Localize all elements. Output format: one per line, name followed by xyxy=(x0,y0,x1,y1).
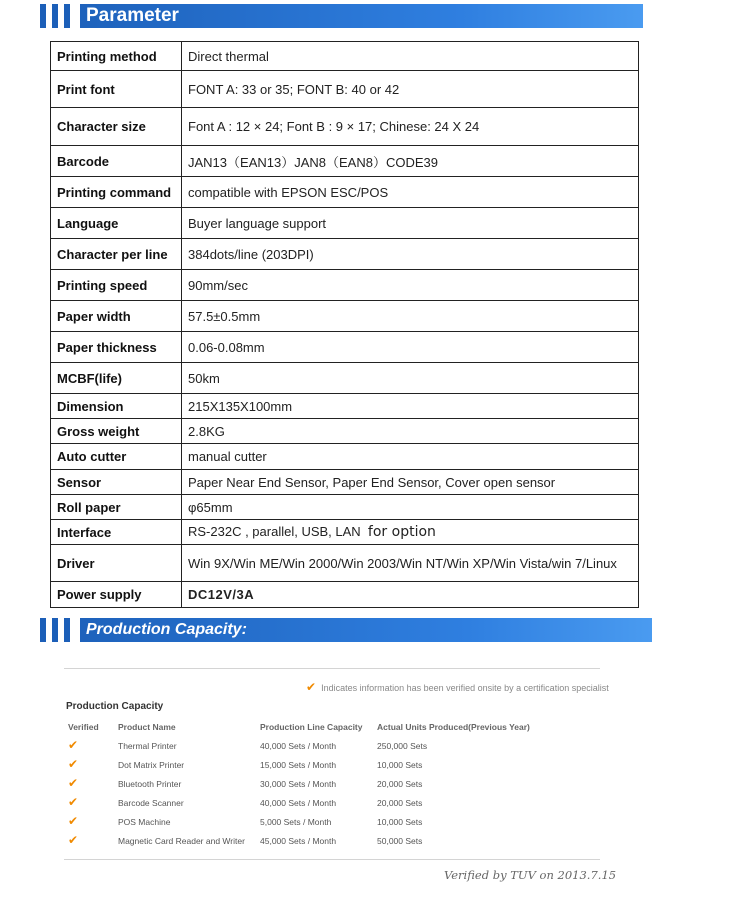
product-name: Thermal Printer xyxy=(118,741,177,751)
param-value: 2.8KG xyxy=(182,419,639,444)
capacity-row xyxy=(0,795,750,812)
table-row xyxy=(51,108,639,146)
capacity-table-header xyxy=(0,722,750,736)
capacity-row xyxy=(0,757,750,774)
table-row xyxy=(51,146,639,177)
param-label: Auto cutter xyxy=(51,444,182,470)
interface-value: RS-232C , parallel, USB, LAN xyxy=(188,524,361,539)
product-name: Bluetooth Printer xyxy=(118,779,182,789)
header-actual-units: Actual Units Produced(Previous Year) xyxy=(377,722,530,732)
param-value: compatible with EPSON ESC/POS xyxy=(182,177,639,208)
line-capacity: 30,000 Sets / Month xyxy=(260,779,337,789)
table-row xyxy=(51,520,639,545)
product-name: Barcode Scanner xyxy=(118,798,184,808)
param-value: 384dots/line (203DPI) xyxy=(182,239,639,270)
checkmark-icon: ✔ xyxy=(68,795,79,809)
param-label: Barcode xyxy=(51,146,182,177)
checkmark-icon: ✔ xyxy=(68,814,79,828)
checkmark-icon: ✔ xyxy=(68,776,79,790)
param-value: 215X135X100mm xyxy=(182,394,639,419)
param-value: 0.06-0.08mm xyxy=(182,332,639,363)
param-label: Dimension xyxy=(51,394,182,419)
param-label: Language xyxy=(51,208,182,239)
interface-option-note: for option xyxy=(367,524,436,540)
table-row xyxy=(51,208,639,239)
parameter-banner xyxy=(40,4,643,28)
line-capacity: 15,000 Sets / Month xyxy=(260,760,337,770)
capacity-row xyxy=(0,833,750,850)
line-capacity: 40,000 Sets / Month xyxy=(260,741,337,751)
actual-units: 10,000 Sets xyxy=(377,760,423,770)
param-label: Character per line xyxy=(51,239,182,270)
production-capacity-banner xyxy=(40,618,652,642)
divider xyxy=(64,859,600,860)
table-row xyxy=(51,301,639,332)
product-name: POS Machine xyxy=(118,817,171,827)
table-row xyxy=(51,42,639,71)
param-label: Print font xyxy=(51,71,182,108)
table-row xyxy=(51,495,639,520)
param-value: DC12V/3A xyxy=(182,582,639,608)
param-label: Power supply xyxy=(51,582,182,608)
param-label: Sensor xyxy=(51,470,182,495)
table-row xyxy=(51,419,639,444)
param-label: Printing command xyxy=(51,177,182,208)
production-capacity-banner-title: Production Capacity: xyxy=(86,621,247,638)
actual-units: 250,000 Sets xyxy=(377,741,428,751)
table-row xyxy=(51,444,639,470)
product-name: Dot Matrix Printer xyxy=(118,760,185,770)
param-label: Roll paper xyxy=(51,495,182,520)
divider xyxy=(64,668,600,669)
param-value: φ65mm xyxy=(182,495,639,520)
param-value: 90mm/sec xyxy=(182,270,639,301)
product-name: Magnetic Card Reader and Writer xyxy=(118,836,245,846)
actual-units: 20,000 Sets xyxy=(377,779,423,789)
parameter-title: Parameter xyxy=(86,5,179,26)
param-label: Gross weight xyxy=(51,419,182,444)
checkmark-icon: ✔ xyxy=(68,833,79,847)
line-capacity: 45,000 Sets / Month xyxy=(260,836,337,846)
param-label: Interface xyxy=(51,520,182,545)
capacity-row xyxy=(0,738,750,755)
table-row xyxy=(51,582,639,608)
param-value: manual cutter xyxy=(182,444,639,470)
param-label: MCBF(life) xyxy=(51,363,182,394)
param-label: Printing method xyxy=(51,42,182,71)
table-row xyxy=(51,332,639,363)
header-product-name: Product Name xyxy=(118,722,176,732)
actual-units: 20,000 Sets xyxy=(377,798,423,808)
param-label: Printing speed xyxy=(51,270,182,301)
param-value: JAN13（EAN13）JAN8（EAN8）CODE39 xyxy=(182,146,639,177)
param-label: Paper width xyxy=(51,301,182,332)
checkmark-icon: ✔ xyxy=(68,757,79,771)
parameter-table xyxy=(50,41,639,608)
table-row xyxy=(51,470,639,495)
table-row xyxy=(51,71,639,108)
param-value: FONT A: 33 or 35; FONT B: 40 or 42 xyxy=(182,71,639,108)
capacity-title: Production Capacity xyxy=(66,701,164,712)
table-row xyxy=(51,177,639,208)
param-label: Paper thickness xyxy=(51,332,182,363)
table-row xyxy=(51,545,639,582)
param-value: Direct thermal xyxy=(182,42,639,71)
header-line-capacity: Production Line Capacity xyxy=(260,722,363,732)
param-value: Buyer language support xyxy=(182,208,639,239)
line-capacity: 5,000 Sets / Month xyxy=(260,817,332,827)
verification-footer: Verified by TUV on 2013.7.15 xyxy=(444,868,617,882)
capacity-row xyxy=(0,776,750,793)
banner-bars-decoration xyxy=(40,618,80,642)
actual-units: 50,000 Sets xyxy=(377,836,423,846)
param-value: 57.5±0.5mm xyxy=(182,301,639,332)
table-row xyxy=(51,394,639,419)
param-value xyxy=(182,520,639,545)
banner-bars-decoration xyxy=(40,4,80,28)
verified-note xyxy=(306,680,609,694)
table-row xyxy=(51,270,639,301)
table-row xyxy=(51,363,639,394)
param-value: Paper Near End Sensor, Paper End Sensor, Cover open sensor xyxy=(182,470,639,495)
checkmark-icon: ✔ xyxy=(306,680,317,694)
table-row xyxy=(51,239,639,270)
param-value: Win 9X/Win ME/Win 2000/Win 2003/Win NT/Win XP/Win Vista/win 7/Linux xyxy=(182,545,639,582)
param-label: Character size xyxy=(51,108,182,146)
line-capacity: 40,000 Sets / Month xyxy=(260,798,337,808)
actual-units: 10,000 Sets xyxy=(377,817,423,827)
param-label: Driver xyxy=(51,545,182,582)
capacity-row xyxy=(0,814,750,831)
checkmark-icon: ✔ xyxy=(68,738,79,752)
header-verified: Verified xyxy=(68,722,99,732)
param-value: Font A : 12 × 24; Font B : 9 × 17; Chinese: 24 X 24 xyxy=(182,108,639,146)
verified-note-text: Indicates information has been verified onsite by a certification specialist xyxy=(321,683,609,693)
param-value: 50km xyxy=(182,363,639,394)
